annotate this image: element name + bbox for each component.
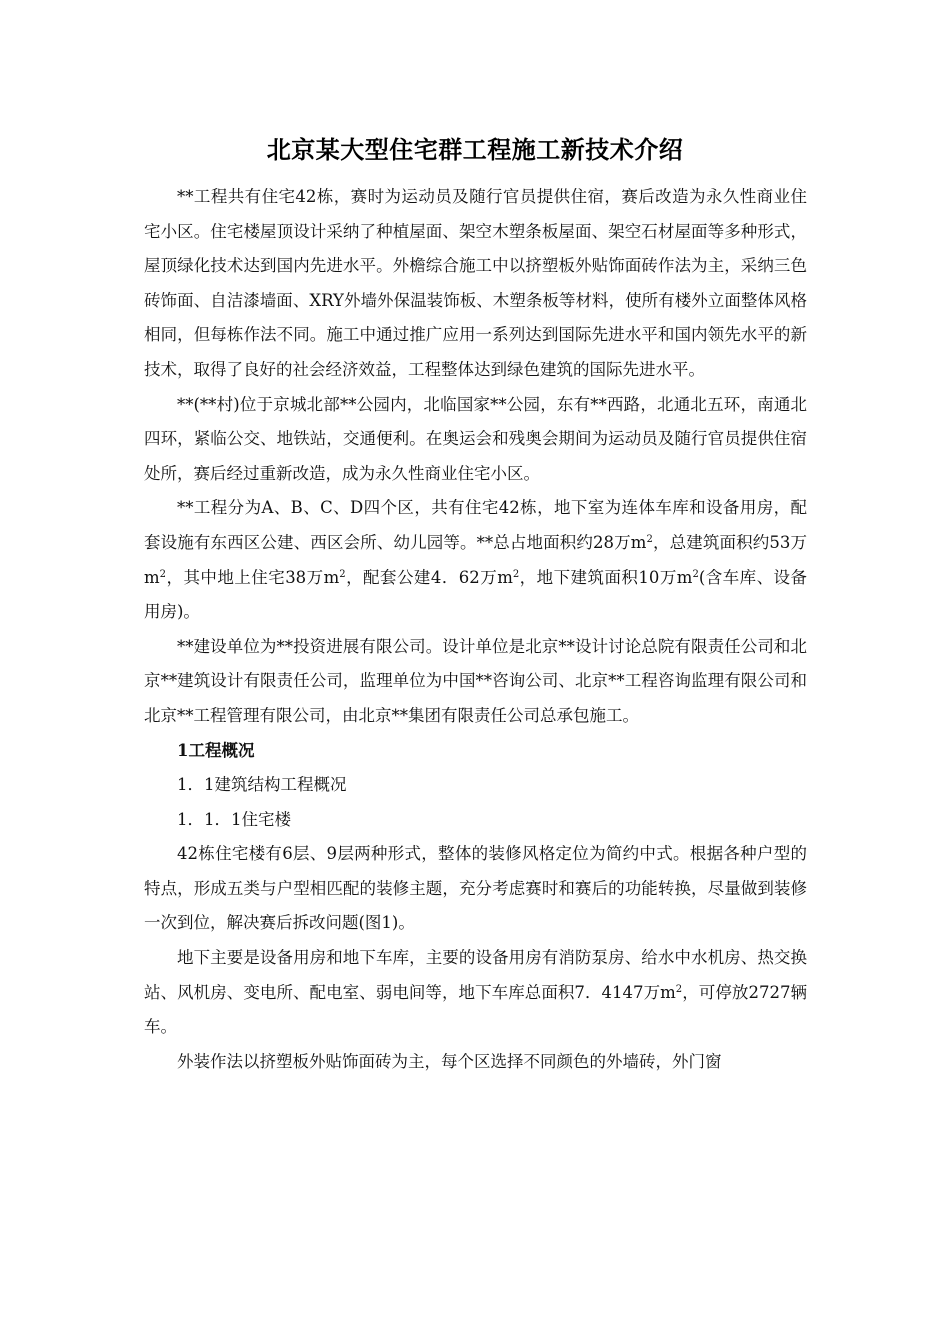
paragraph-overview: [144, 180, 807, 388]
paragraph-residential: [144, 837, 807, 941]
paragraph-text: 外装作法以挤塑板外贴饰面砖为主，每个区选择不同颜色的外墙砖，外门窗: [177, 1051, 722, 1071]
heading-text: 1．1．1住宅楼: [177, 809, 291, 829]
paragraph-text: **工程分为A、B、C、D四个区，共有住宅42栋，地下室为连体车库和设备用房，配套设施有东西区公建、西区会所、幼儿园等。**总占地面积约28万m: [144, 498, 807, 552]
superscript-exponent: 2: [675, 983, 683, 995]
document-title: 北京某大型住宅群工程施工新技术介绍: [266, 136, 684, 164]
paragraph-text: **建设单位为**投资进展有限公司。设计单位是北京**设计讨论总院有限责任公司和北京**建筑设计有限责任公司，监理单位为中国**咨询公司、北京**工程咨询监理有限公司和北京**工程管理有限公司，由北京**集团有限责任公司总承包施工。: [144, 636, 807, 725]
document-body: [144, 180, 807, 1079]
superscript-exponent: 2: [646, 533, 653, 545]
paragraph-text: ，地下建筑面积10万m: [519, 567, 693, 587]
heading-text: 1．1建筑结构工程概况: [177, 775, 347, 795]
paragraph-text: ，配套公建4．62万m: [345, 567, 513, 587]
paragraph-location: [144, 388, 807, 492]
subsubsection-heading: [144, 803, 807, 838]
section-heading: [144, 734, 807, 769]
superscript-exponent: 2: [159, 568, 167, 580]
paragraph-text: **(**村)位于京城北部**公园内，北临国家**公园，东有**西路，北通北五环，南通北四环，紧临公交、地铁站，交通便利。在奥运会和残奥会期间为运动员及随行官员提供住宿处所，赛后经过重新改造，成为永久性商业住宅小区。: [144, 394, 807, 483]
paragraph-text: ，其中地上住宅38万m: [166, 567, 340, 587]
paragraph-participants: [144, 630, 807, 734]
paragraph-text: ，可停放2727辆车。: [144, 982, 807, 1037]
superscript-exponent: 2: [339, 568, 346, 580]
paragraph-text: ，总建筑面积约53万m: [144, 532, 807, 587]
paragraph-facade: [144, 1045, 807, 1080]
paragraph-scale: [144, 491, 807, 629]
paragraph-text: 42栋住宅楼有6层、9层两种形式，整体的装修风格定位为简约中式。根据各种户型的特点，形成五类与户型相匹配的装修主题，充分考虑赛时和赛后的功能转换，尽量做到装修一次到位，解决赛后拆改问题(图1)。: [144, 844, 807, 933]
superscript-exponent: 2: [692, 568, 699, 580]
paragraph-text: (含车库、设备用房)。: [144, 567, 807, 622]
heading-text: 1工程概况: [177, 740, 255, 760]
paragraph-basement: [144, 941, 807, 1045]
paragraph-text: **工程共有住宅42栋，赛时为运动员及随行官员提供住宿，赛后改造为永久性商业住宅小区。住宅楼屋顶设计采纳了种植屋面、架空木塑条板屋面、架空石材屋面等多种形式，屋顶绿化技术达到国内先进水平。外檐综合施工中以挤塑板外贴饰面砖作法为主，采纳三色砖饰面、自洁漆墙面、XRY外墙外保温装饰板、木塑条板等材料，使所有楼外立面整体风格相同，但每栋作法不同。施工中通过推广应用一系列达到国际先进水平和国内领先水平的新技术，取得了良好的社会经济效益，工程整体达到绿色建筑的国际先进水平。: [144, 187, 807, 379]
paragraph-text: 地下主要是设备用房和地下车库，主要的设备用房有消防泵房、给水中水机房、热交换站、风机房、变电所、配电室、弱电间等，地下车库总面积7．4147万m: [144, 948, 807, 1002]
subsection-heading: [144, 768, 807, 803]
superscript-exponent: 2: [512, 568, 520, 580]
